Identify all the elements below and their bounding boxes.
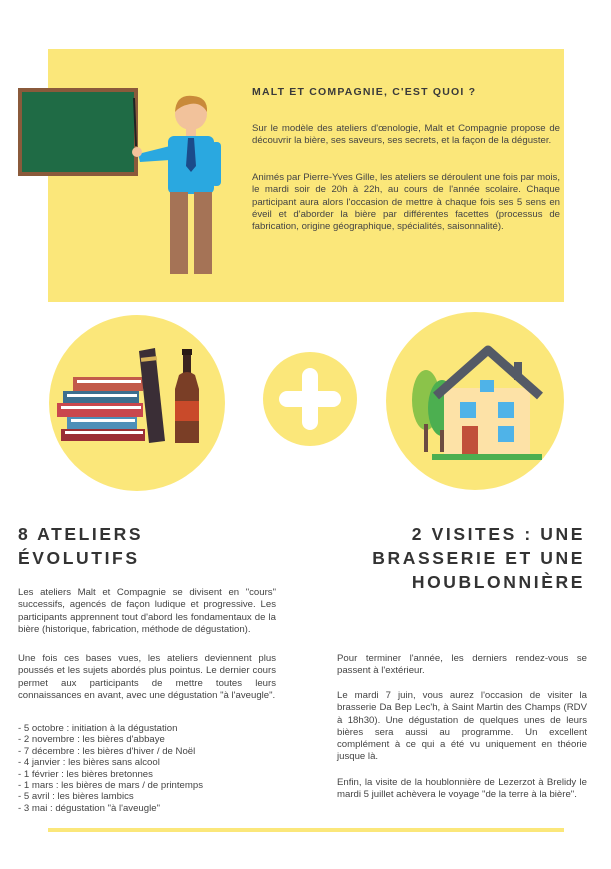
visites-heading: 2 VISITES : UNE BRASSERIE ET UNE HOUBLONNIÈRE [372,524,585,592]
ateliers-heading: 8 ATELIERS ÉVOLUTIFS [18,524,144,568]
schedule-item: - 5 octobre : initiation à la dégustation [18,723,178,734]
plus-circle [263,352,357,446]
ateliers-paragraph: Les ateliers Malt et Compagnie se divisent en "cours" successifs, agencés de façon ludique et progressive. Les participants apprennent tout d'abord les fondamentaux de la bière (historique, fabrication, méthode de dégustation). [18,587,276,635]
visites-paragraph: Enfin, la visite de la houblonnière de Lezerzot à Brelidy le mardi 5 juillet achèvera le voyage "de la terre à la bière". [337,777,587,801]
schedule-item: - 3 mai : dégustation "à l'aveugle" [18,802,160,814]
schedule-item: - 5 avril : les bières lambics [18,791,134,803]
ateliers-paragraph: Une fois ces bases vues, les ateliers deviennent plus poussés et les sujets abordés plus pointus. Le dernier cours permet aux participants de mettre toutes leurs connaissances en avant, avec une dégustation "à l'aveugle". [18,653,276,701]
intro-paragraph: Sur le modèle des ateliers d'œnologie, Malt et Compagnie propose de découvrir la bière, ses saveurs, ses secrets, et la façon de la déguster. [252,123,560,147]
books-bottle-icon [49,315,225,491]
visites-paragraph: Pour terminer l'année, les derniers rendez-vous se passent à l'extérieur. [337,653,587,677]
visites-paragraph: Le mardi 7 juin, vous aurez l'occasion de visiter la brasserie Da Bep Lec'h, à Saint Martin des Champs (RDV à 18h30). Une dégustation de quelques unes de leurs bières sera aussi au programme. Un excellent complément à ce qui a été vu uniquement en théorie jusque là. [337,690,587,763]
plus-icon [263,352,357,446]
schedule-item: - 1 février : les bières bretonnes [18,768,153,780]
books-circle [49,315,225,491]
house-tree-icon [386,312,564,490]
intro-title: MALT ET COMPAGNIE, C'EST QUOI ? [252,86,477,98]
house-circle [386,312,564,490]
ateliers-schedule [18,723,276,814]
schedule-item: - 2 novembre : les bières d'abbaye [18,734,165,746]
schedule-item: - 1 mars : les bières de mars / de printemps [18,780,204,792]
schedule-item: - 7 décembre : les bières d'hiver / de Noël [18,745,196,757]
bottom-divider [48,828,564,832]
intro-paragraph: Animés par Pierre-Yves Gille, les ateliers se déroulent une fois par mois, le mardi soir de 20h à 22h, au cours de l'année scolaire. Chaque participant aura alors l'occasion de mettre à chaque fois ses 5 sens en éveil et d'aborder la bière par différentes facettes (processus de fabrication, origine géographique, spécialités, saisonnalité). [252,172,560,233]
teacher-chalkboard-icon [18,88,238,278]
schedule-item: - 4 janvier : les bières sans alcool [18,757,160,769]
